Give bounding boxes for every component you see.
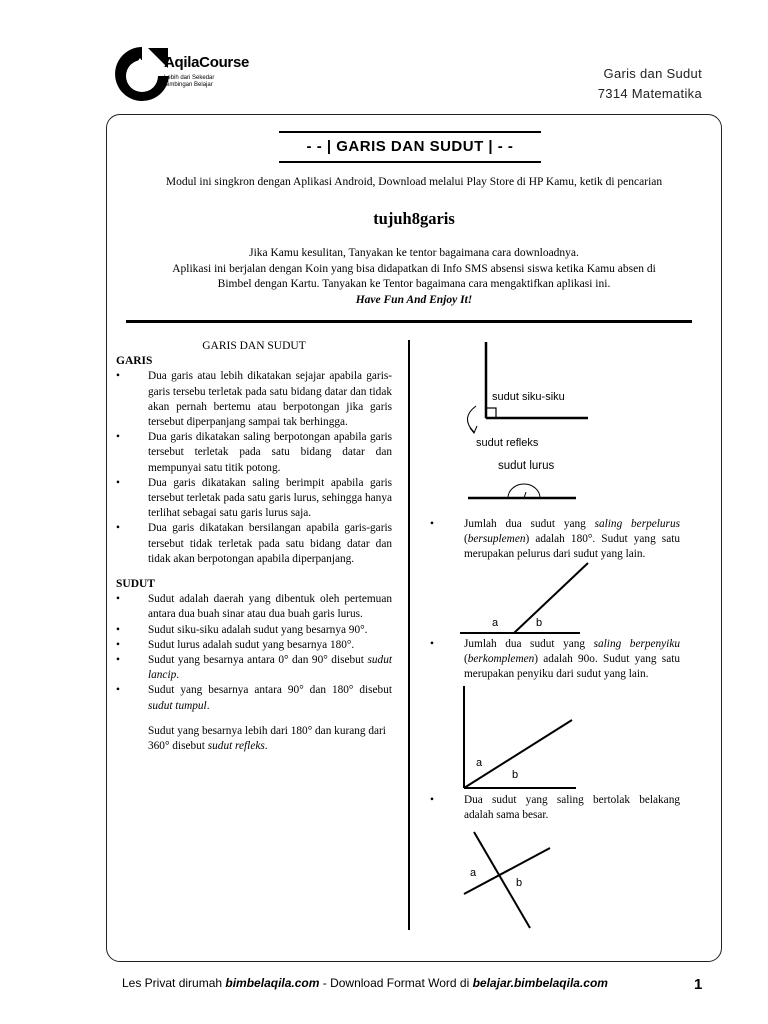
- fun-tagline: Have Fun And Enjoy It!: [355, 293, 473, 306]
- term: bersuplemen: [467, 533, 526, 546]
- header-topic: Garis dan Sudut: [603, 66, 702, 81]
- help-line: Jika Kamu kesulitan, Tanyakan ke tentor bagaimana cara downloadnya.: [249, 247, 579, 259]
- bullet-komplemen: [430, 637, 680, 683]
- garis-heading: GARIS: [116, 355, 153, 368]
- footer-link-bimbel[interactable]: bimbelaqila.com: [225, 976, 320, 990]
- figure-komplemen: [460, 684, 584, 792]
- label-b: b: [516, 877, 523, 889]
- text: ) adalah 180°. Sudut yang satu merupakan pelurus dari sudut yang lain.: [464, 533, 680, 561]
- section-title: GARIS DAN SUDUT: [202, 340, 306, 352]
- label-a: a: [470, 867, 477, 879]
- bullet-suplemen: [430, 517, 680, 563]
- list-item: [116, 653, 392, 683]
- bullet-bertolak: [430, 793, 680, 823]
- note-text: Sudut yang besarnya lebih dari 180° dan kurang dari 360° disebut: [148, 724, 386, 753]
- bullet-text: • Jumlah dua sudut yang saling berpelurus (bersuplemen) adalah 180°. Sudut yang satu merupakan pelurus dari sudut yang lain.: [430, 518, 680, 561]
- label-siku: sudut siku-siku: [492, 391, 565, 403]
- label-b: b: [536, 617, 543, 629]
- list-item: • Dua garis dikatakan saling berpotongan apabila garis tersebut terletak pada satu bidang datar dan mempunyai satu titik potong.: [116, 430, 392, 476]
- label-a: a: [492, 617, 499, 629]
- bullet-text: • Dua sudut yang saling bertolak belakang adalah sama besar.: [430, 794, 680, 822]
- help-text: [120, 246, 708, 308]
- header-info: [598, 64, 702, 104]
- item-text: .: [206, 699, 210, 712]
- sync-text: Modul ini singkron dengan Aplikasi Android, Download melalui Play Store di HP Kamu, ketik di pencarian: [165, 176, 663, 188]
- left-column: [116, 339, 392, 754]
- list-item: • Sudut siku-siku adalah sudut yang besarnya 90°.: [116, 623, 392, 638]
- list-item: • Sudut lurus adalah sudut yang besarnya 180°.: [116, 638, 392, 653]
- note-text: .: [264, 740, 268, 753]
- text: Jumlah dua sudut yang: [464, 518, 595, 530]
- list-item: • Sudut adalah daerah yang dibentuk oleh pertemuan antara dua buah sinar atau dua buah garis lurus.: [116, 592, 392, 622]
- label-refleks: sudut refleks: [476, 437, 539, 449]
- text: Dua sudut yang saling bertolak belakang adalah sama besar.: [464, 794, 680, 822]
- logo-tagline-line: Bimbingan Belajar: [164, 82, 213, 88]
- list-item: • Dua garis dikatakan bersilangan apabila garis-garis tersebut tidak terletak pada satu bidang datar dan tidak akan berpotongan apabila diperpanjang.: [116, 521, 392, 567]
- figure-bertolak-belakang: [460, 830, 560, 932]
- logo-emblem-icon: [112, 44, 172, 106]
- figure-angle-types: [440, 338, 600, 504]
- page-number: 1: [694, 976, 703, 993]
- brand-logo: [112, 44, 262, 106]
- term: saling berpenyiku: [593, 638, 680, 650]
- module-title: - - | GARIS DAN SUDUT | - -: [279, 131, 541, 163]
- logo-name: AqilaCourse: [164, 54, 250, 71]
- column-divider: [408, 340, 410, 930]
- footer: [122, 976, 608, 990]
- divider: [126, 320, 692, 323]
- term: berkomplemen: [467, 653, 535, 666]
- list-item: • Dua garis dikatakan saling berimpit apabila garis tersebut terletak pada satu garis lurus, sehingga hanya terlihat sebagai satu garis lurus saja.: [116, 476, 392, 522]
- header-code: 7314 Matematika: [597, 86, 702, 101]
- logo-tagline: [164, 75, 214, 89]
- text: ) adalah 90o. Sudut yang satu merupakan penyiku dari sudut yang lain.: [464, 653, 680, 681]
- garis-list: [116, 369, 392, 567]
- list-item: [116, 683, 392, 713]
- help-line: Aplikasi ini berjalan dengan Koin yang bisa didapatkan di Info SMS absensi siswa ketika Kamu absen di: [172, 262, 656, 275]
- item-text: Sudut yang besarnya antara 90° dan 180° disebut: [148, 684, 392, 697]
- footer-link-belajar[interactable]: belajar.bimbelaqila.com: [472, 976, 608, 990]
- term-refleks: sudut refleks: [207, 740, 265, 753]
- footer-text: - Download Format Word di: [319, 976, 473, 990]
- term: saling berpelurus: [594, 518, 680, 530]
- logo-tagline-line: Lebih dari Sekedar: [164, 75, 215, 81]
- text: Jumlah dua sudut yang: [464, 638, 594, 650]
- search-keyword: tujuh8garis: [373, 209, 455, 228]
- sudut-heading: SUDUT: [116, 578, 155, 591]
- figure-suplemen: [460, 560, 590, 636]
- label-lurus: sudut lurus: [498, 460, 555, 472]
- sudut-list: [116, 592, 392, 714]
- term-tumpul: sudut tumpul: [148, 699, 207, 712]
- bullet-text: • Jumlah dua sudut yang saling berpenyiku (berkomplemen) adalah 90o. Sudut yang satu merupakan penyiku dari sudut yang lain.: [430, 638, 680, 681]
- refleks-note: [116, 724, 392, 754]
- item-text: Sudut yang besarnya antara 0° dan 90° disebut: [148, 654, 368, 667]
- text: (: [464, 653, 468, 666]
- label-a: a: [476, 757, 483, 769]
- term-lancip: sudut lancip: [148, 654, 392, 682]
- list-item: • Dua garis atau lebih dikatakan sejajar apabila garis-garis tersebu terletak pada satu bidang datar dan tidak akan pernah bertemu atau berpotongan jika garis tersebut diperpanjang sampai tak berhingga.: [116, 369, 392, 430]
- help-line: Bimbel dengan Kartu. Tanyakan ke Tentor bagaimana cara mengaktifkan aplikasi ini.: [217, 278, 611, 290]
- text: (: [464, 533, 468, 546]
- footer-text: Les Privat dirumah: [122, 976, 226, 990]
- item-text: .: [176, 669, 180, 682]
- label-b: b: [512, 769, 519, 781]
